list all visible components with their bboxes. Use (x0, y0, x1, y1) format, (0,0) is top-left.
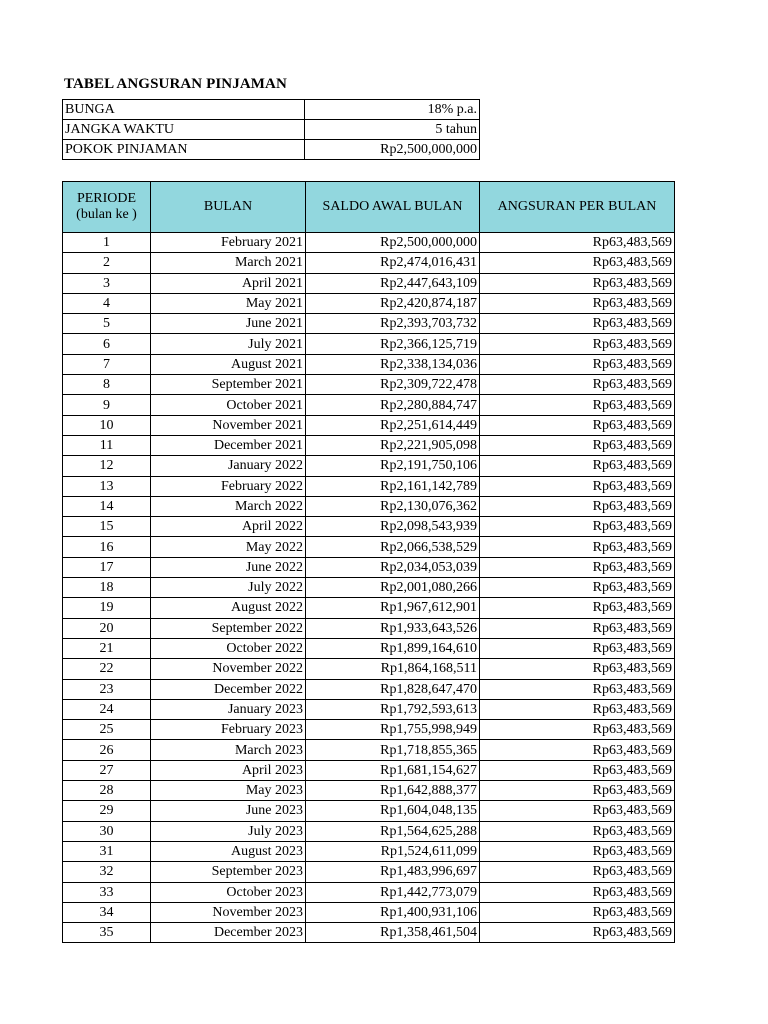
header-bulan[interactable]: BULAN (151, 182, 306, 233)
table-row (63, 902, 675, 922)
cell-periode[interactable]: 27 (63, 760, 151, 780)
cell-angsuran[interactable]: Rp63,483,569 (480, 679, 675, 699)
cell-saldo-awal[interactable]: Rp2,130,076,362 (306, 496, 480, 516)
cell-angsuran[interactable]: Rp63,483,569 (480, 435, 675, 455)
cell-bulan[interactable]: January 2023 (151, 699, 306, 719)
cell-periode[interactable]: 6 (63, 334, 151, 354)
cell-angsuran[interactable]: Rp63,483,569 (480, 760, 675, 780)
cell-periode[interactable]: 33 (63, 882, 151, 902)
header-periode[interactable] (63, 182, 151, 233)
cell-periode[interactable]: 16 (63, 537, 151, 557)
cell-periode[interactable]: 1 (63, 233, 151, 253)
table-row (63, 679, 675, 699)
table-row (63, 618, 675, 638)
cell-angsuran[interactable]: Rp63,483,569 (480, 821, 675, 841)
info-label[interactable]: JANGKA WAKTU (63, 120, 305, 140)
cell-bulan[interactable]: September 2021 (151, 375, 306, 395)
table-row (63, 293, 675, 313)
table-row (63, 354, 675, 374)
cell-periode[interactable]: 21 (63, 638, 151, 658)
cell-saldo-awal[interactable]: Rp2,161,142,789 (306, 476, 480, 496)
cell-saldo-awal[interactable]: Rp1,967,612,901 (306, 598, 480, 618)
table-row (63, 638, 675, 658)
table-row (63, 760, 675, 780)
cell-angsuran[interactable]: Rp63,483,569 (480, 862, 675, 882)
loan-info-table (62, 99, 480, 160)
cell-angsuran[interactable]: Rp63,483,569 (480, 740, 675, 760)
table-row (63, 435, 675, 455)
cell-bulan[interactable]: April 2021 (151, 273, 306, 293)
cell-saldo-awal[interactable]: Rp2,251,614,449 (306, 415, 480, 435)
cell-bulan[interactable]: February 2023 (151, 720, 306, 740)
cell-angsuran[interactable]: Rp63,483,569 (480, 354, 675, 374)
cell-saldo-awal[interactable]: Rp2,447,643,109 (306, 273, 480, 293)
cell-saldo-awal[interactable]: Rp2,474,016,431 (306, 253, 480, 273)
cell-bulan[interactable]: May 2023 (151, 781, 306, 801)
cell-periode[interactable]: 10 (63, 415, 151, 435)
cell-angsuran[interactable]: Rp63,483,569 (480, 375, 675, 395)
cell-periode[interactable]: 2 (63, 253, 151, 273)
cell-saldo-awal[interactable]: Rp2,420,874,187 (306, 293, 480, 313)
table-row (63, 598, 675, 618)
table-row (63, 740, 675, 760)
header-angsuran-per-bulan[interactable]: ANGSURAN PER BULAN (480, 182, 675, 233)
cell-periode[interactable]: 18 (63, 578, 151, 598)
cell-saldo-awal[interactable]: Rp1,718,855,365 (306, 740, 480, 760)
cell-angsuran[interactable]: Rp63,483,569 (480, 233, 675, 253)
cell-periode[interactable]: 11 (63, 435, 151, 455)
cell-bulan[interactable]: November 2023 (151, 902, 306, 922)
cell-bulan[interactable]: September 2023 (151, 862, 306, 882)
cell-periode[interactable]: 19 (63, 598, 151, 618)
cell-saldo-awal[interactable]: Rp2,066,538,529 (306, 537, 480, 557)
page-title: TABEL ANGSURAN PINJAMAN (64, 76, 287, 92)
info-row-bunga (63, 100, 480, 120)
cell-angsuran[interactable]: Rp63,483,569 (480, 557, 675, 577)
cell-saldo-awal[interactable]: Rp2,034,053,039 (306, 557, 480, 577)
table-row (63, 557, 675, 577)
table-row (63, 923, 675, 943)
cell-angsuran[interactable]: Rp63,483,569 (480, 293, 675, 313)
cell-angsuran[interactable]: Rp63,483,569 (480, 334, 675, 354)
cell-angsuran[interactable]: Rp63,483,569 (480, 699, 675, 719)
cell-periode[interactable]: 5 (63, 314, 151, 334)
cell-bulan[interactable]: March 2021 (151, 253, 306, 273)
cell-angsuran[interactable]: Rp63,483,569 (480, 578, 675, 598)
cell-saldo-awal[interactable]: Rp2,221,905,098 (306, 435, 480, 455)
table-row (63, 334, 675, 354)
cell-saldo-awal[interactable]: Rp2,393,703,732 (306, 314, 480, 334)
cell-periode[interactable]: 8 (63, 375, 151, 395)
table-row (63, 720, 675, 740)
cell-periode[interactable]: 22 (63, 659, 151, 679)
cell-saldo-awal[interactable]: Rp1,828,647,470 (306, 679, 480, 699)
cell-angsuran[interactable]: Rp63,483,569 (480, 659, 675, 679)
cell-bulan[interactable]: April 2022 (151, 517, 306, 537)
cell-periode[interactable]: 3 (63, 273, 151, 293)
cell-periode[interactable]: 25 (63, 720, 151, 740)
cell-angsuran[interactable]: Rp63,483,569 (480, 598, 675, 618)
cell-saldo-awal[interactable]: Rp1,483,996,697 (306, 862, 480, 882)
installment-schedule-table (62, 181, 675, 943)
cell-angsuran[interactable]: Rp63,483,569 (480, 395, 675, 415)
cell-periode[interactable]: 24 (63, 699, 151, 719)
cell-saldo-awal[interactable]: Rp1,755,998,949 (306, 720, 480, 740)
cell-bulan[interactable]: November 2022 (151, 659, 306, 679)
cell-angsuran[interactable]: Rp63,483,569 (480, 253, 675, 273)
cell-saldo-awal[interactable]: Rp1,899,164,610 (306, 638, 480, 658)
cell-saldo-awal[interactable]: Rp1,564,625,288 (306, 821, 480, 841)
cell-angsuran[interactable]: Rp63,483,569 (480, 314, 675, 334)
cell-periode[interactable]: 34 (63, 902, 151, 922)
cell-angsuran[interactable]: Rp63,483,569 (480, 517, 675, 537)
cell-bulan[interactable]: May 2022 (151, 537, 306, 557)
cell-periode[interactable]: 7 (63, 354, 151, 374)
table-row (63, 659, 675, 679)
info-value[interactable]: 18% p.a. (305, 100, 480, 120)
cell-periode[interactable]: 28 (63, 781, 151, 801)
cell-angsuran[interactable]: Rp63,483,569 (480, 781, 675, 801)
table-row (63, 253, 675, 273)
cell-periode[interactable]: 31 (63, 841, 151, 861)
cell-bulan[interactable]: June 2022 (151, 557, 306, 577)
cell-bulan[interactable]: April 2023 (151, 760, 306, 780)
cell-angsuran[interactable]: Rp63,483,569 (480, 415, 675, 435)
cell-bulan[interactable]: October 2022 (151, 638, 306, 658)
cell-bulan[interactable]: August 2023 (151, 841, 306, 861)
cell-bulan[interactable]: February 2022 (151, 476, 306, 496)
info-value[interactable]: 5 tahun (305, 120, 480, 140)
cell-periode[interactable]: 32 (63, 862, 151, 882)
cell-bulan[interactable]: October 2021 (151, 395, 306, 415)
table-row (63, 314, 675, 334)
header-saldo-awal-bulan[interactable]: SALDO AWAL BULAN (306, 182, 480, 233)
table-row (63, 862, 675, 882)
cell-bulan[interactable]: September 2022 (151, 618, 306, 638)
header-periode-line1: PERIODE (76, 191, 137, 206)
info-label[interactable]: POKOK PINJAMAN (63, 140, 305, 160)
cell-bulan[interactable]: July 2023 (151, 821, 306, 841)
table-row (63, 233, 675, 253)
table-row (63, 496, 675, 516)
cell-saldo-awal[interactable]: Rp1,442,773,079 (306, 882, 480, 902)
table-row (63, 273, 675, 293)
cell-saldo-awal[interactable]: Rp2,366,125,719 (306, 334, 480, 354)
cell-periode[interactable]: 17 (63, 557, 151, 577)
cell-angsuran[interactable]: Rp63,483,569 (480, 638, 675, 658)
table-row (63, 882, 675, 902)
table-row (63, 375, 675, 395)
table-row (63, 537, 675, 557)
header-periode-line2: (bulan ke ) (76, 207, 137, 222)
table-row (63, 578, 675, 598)
table-row (63, 415, 675, 435)
cell-bulan[interactable]: December 2023 (151, 923, 306, 943)
cell-angsuran[interactable]: Rp63,483,569 (480, 923, 675, 943)
cell-periode[interactable]: 9 (63, 395, 151, 415)
table-row (63, 801, 675, 821)
cell-bulan[interactable]: February 2021 (151, 233, 306, 253)
info-label[interactable]: BUNGA (63, 100, 305, 120)
cell-periode[interactable]: 14 (63, 496, 151, 516)
cell-saldo-awal[interactable]: Rp1,400,931,106 (306, 902, 480, 922)
table-row (63, 699, 675, 719)
cell-saldo-awal[interactable]: Rp2,191,750,106 (306, 456, 480, 476)
cell-bulan[interactable]: July 2021 (151, 334, 306, 354)
cell-angsuran[interactable]: Rp63,483,569 (480, 801, 675, 821)
cell-saldo-awal[interactable]: Rp2,500,000,000 (306, 233, 480, 253)
cell-saldo-awal[interactable]: Rp2,280,884,747 (306, 395, 480, 415)
table-row (63, 517, 675, 537)
cell-saldo-awal[interactable]: Rp2,338,134,036 (306, 354, 480, 374)
cell-angsuran[interactable]: Rp63,483,569 (480, 496, 675, 516)
cell-angsuran[interactable]: Rp63,483,569 (480, 537, 675, 557)
cell-saldo-awal[interactable]: Rp1,524,611,099 (306, 841, 480, 861)
cell-periode[interactable]: 35 (63, 923, 151, 943)
cell-bulan[interactable]: November 2021 (151, 415, 306, 435)
schedule-body (63, 233, 675, 943)
cell-periode[interactable]: 4 (63, 293, 151, 313)
table-row (63, 395, 675, 415)
cell-saldo-awal[interactable]: Rp1,864,168,511 (306, 659, 480, 679)
cell-periode[interactable]: 20 (63, 618, 151, 638)
table-row (63, 456, 675, 476)
cell-bulan[interactable]: August 2022 (151, 598, 306, 618)
cell-angsuran[interactable]: Rp63,483,569 (480, 456, 675, 476)
cell-angsuran[interactable]: Rp63,483,569 (480, 476, 675, 496)
cell-periode[interactable]: 29 (63, 801, 151, 821)
info-row-jangka-waktu (63, 120, 480, 140)
cell-saldo-awal[interactable]: Rp1,642,888,377 (306, 781, 480, 801)
table-row (63, 781, 675, 801)
cell-periode[interactable]: 23 (63, 679, 151, 699)
table-row (63, 821, 675, 841)
cell-saldo-awal[interactable]: Rp2,309,722,478 (306, 375, 480, 395)
cell-bulan[interactable]: December 2022 (151, 679, 306, 699)
cell-periode[interactable]: 30 (63, 821, 151, 841)
cell-saldo-awal[interactable]: Rp1,933,643,526 (306, 618, 480, 638)
cell-bulan[interactable]: December 2021 (151, 435, 306, 455)
cell-bulan[interactable]: June 2023 (151, 801, 306, 821)
cell-saldo-awal[interactable]: Rp2,001,080,266 (306, 578, 480, 598)
cell-angsuran[interactable]: Rp63,483,569 (480, 720, 675, 740)
cell-angsuran[interactable]: Rp63,483,569 (480, 618, 675, 638)
header-row (63, 182, 675, 233)
info-row-pokok-pinjaman (63, 140, 480, 160)
cell-periode[interactable]: 13 (63, 476, 151, 496)
table-row (63, 476, 675, 496)
cell-periode[interactable]: 12 (63, 456, 151, 476)
cell-periode[interactable]: 15 (63, 517, 151, 537)
cell-bulan[interactable]: August 2021 (151, 354, 306, 374)
cell-saldo-awal[interactable]: Rp1,358,461,504 (306, 923, 480, 943)
cell-bulan[interactable]: March 2023 (151, 740, 306, 760)
cell-bulan[interactable]: March 2022 (151, 496, 306, 516)
cell-saldo-awal[interactable]: Rp1,681,154,627 (306, 760, 480, 780)
cell-bulan[interactable]: January 2022 (151, 456, 306, 476)
cell-angsuran[interactable]: Rp63,483,569 (480, 841, 675, 861)
cell-angsuran[interactable]: Rp63,483,569 (480, 273, 675, 293)
cell-saldo-awal[interactable]: Rp1,604,048,135 (306, 801, 480, 821)
cell-bulan[interactable]: June 2021 (151, 314, 306, 334)
cell-angsuran[interactable]: Rp63,483,569 (480, 902, 675, 922)
info-value[interactable]: Rp2,500,000,000 (305, 140, 480, 160)
cell-angsuran[interactable]: Rp63,483,569 (480, 882, 675, 902)
cell-bulan[interactable]: May 2021 (151, 293, 306, 313)
cell-saldo-awal[interactable]: Rp2,098,543,939 (306, 517, 480, 537)
cell-bulan[interactable]: October 2023 (151, 882, 306, 902)
cell-saldo-awal[interactable]: Rp1,792,593,613 (306, 699, 480, 719)
cell-bulan[interactable]: July 2022 (151, 578, 306, 598)
cell-periode[interactable]: 26 (63, 740, 151, 760)
table-row (63, 841, 675, 861)
